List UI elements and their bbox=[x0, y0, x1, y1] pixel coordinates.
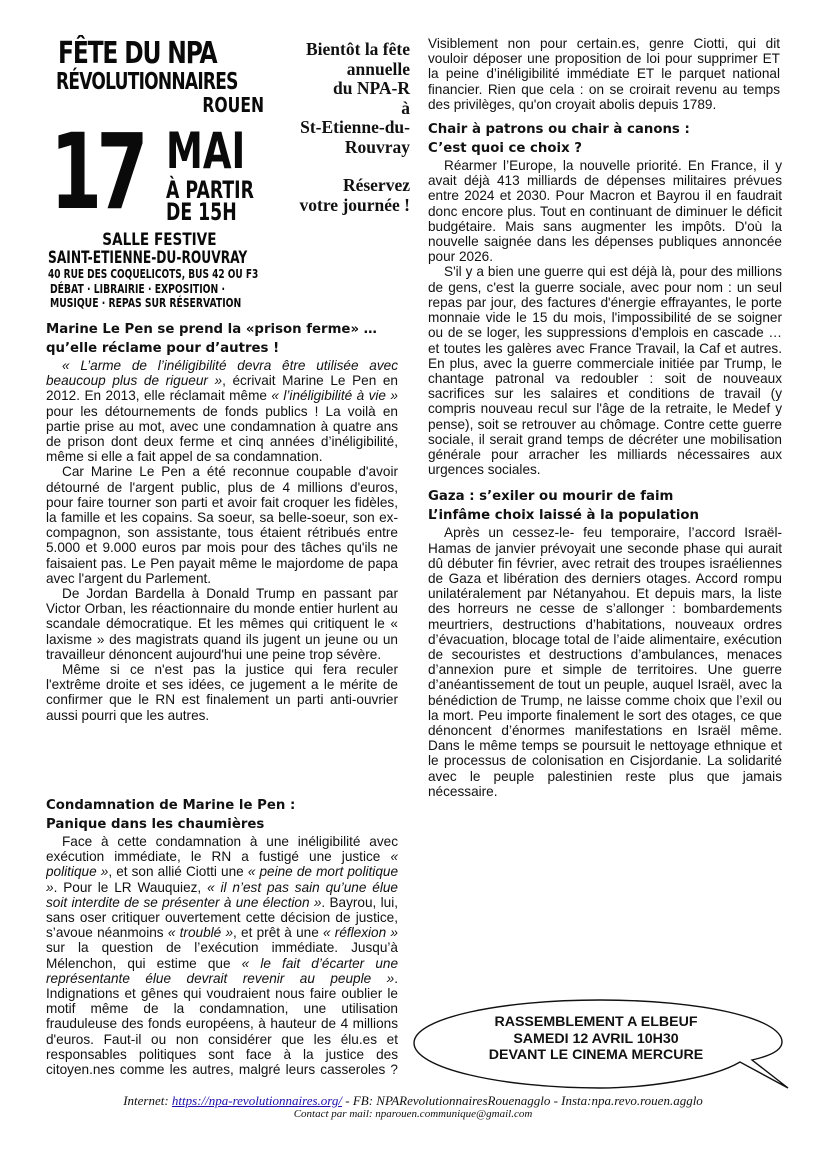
article-title-line2: Panique dans les chaumières bbox=[46, 817, 265, 832]
article-title-line2: C’est quoi ce choix ? bbox=[428, 141, 583, 157]
poster-activities-line2: MUSIQUE · REPAS SUR RÉSERVATION bbox=[50, 295, 242, 310]
quote: « troublé » bbox=[167, 925, 234, 941]
poster-day: 17 bbox=[50, 111, 143, 233]
quote: « le fait d’écarter une représentante élue devrait revenir au peuple » bbox=[46, 955, 398, 986]
article-title-line1: Gaza : s’exiler ou mourir de faim bbox=[428, 489, 674, 505]
website-link[interactable]: https://npa-revolutionnaires.org/ bbox=[171, 1093, 342, 1108]
article-title bbox=[428, 487, 782, 525]
article-paragraph bbox=[46, 358, 398, 464]
text: . Pour le LR Wauquiez, bbox=[53, 879, 208, 895]
article-title-line2: qu’elle réclame pour d’autres ! bbox=[46, 341, 280, 356]
text: . Indignations et gênes qui voudraient nous faire oublier le motif même de la condamnation, une utilisation frauduleuse des fonds européens, à hauteur de 4 millions d'euros. Faut-il ou non considérer que les élu.es et responsables politiques sont face à la justice des citoyen.nes comme les autres, malgré leurs casseroles ? bbox=[46, 970, 398, 1078]
left-column bbox=[46, 320, 398, 723]
text: , et son allié Ciotti une bbox=[108, 864, 248, 880]
announce-line: Rouvray bbox=[344, 136, 410, 157]
article-body-continued bbox=[428, 36, 780, 112]
event-poster bbox=[46, 36, 272, 310]
poster-town: SAINT-ETIENNE-DU-ROUVRAY bbox=[48, 248, 248, 268]
announce-line: à bbox=[401, 97, 410, 118]
poster-month: MAI bbox=[166, 122, 246, 180]
text: . Bayrou, lui, sans oser critiquer ouvertement cette décision de justice, s’avoue néanmoins bbox=[46, 894, 398, 941]
quote: « il n’est pas sain qu’une élue soit interdite de se présenter à une élection » bbox=[46, 879, 398, 910]
poster-time-line1: À PARTIR bbox=[166, 176, 254, 204]
announce-line: Bientôt la fête bbox=[306, 39, 410, 59]
quote: « L’arme de l’inéligibilité devra être utilisée avec beaucoup plus de rigueur » bbox=[46, 358, 398, 389]
quote: « peine de mort politique » bbox=[46, 864, 398, 895]
article-title-line1: Chair à patrons ou chair à canons : bbox=[428, 122, 690, 138]
article-title bbox=[46, 796, 398, 834]
poster-address: 40 RUE DES COQUELICOTS, BUS 42 OU F3 bbox=[48, 266, 259, 281]
quote: « l’inéligibilité à vie » bbox=[271, 388, 398, 404]
text: Face à cette condamnation à une inéligibilité avec exécution immédiate, le RN a fustigé une justice bbox=[46, 834, 398, 865]
internet-label: Internet: bbox=[123, 1093, 172, 1108]
reserve-line: Réservez bbox=[342, 175, 410, 195]
article-paragraph: Après un cessez-le- feu temporaire, l’accord Israël-Hamas de janvier prévoyait une seconde phase qui aurait dû débuter fin février, avec retrait des troupes israéliennes de Gaza et libération des derniers otages. Accord rompu unilatéralement par Nétanyahou. Et depuis mars, la liste des horreurs ne cesse de s’allonger : bombardements meurtriers, destructions d’habitations, nouveaux ordres d’évacuation, blocage total de l’aide alimentaire, exécution de secouristes et destructions d’ambulances, menaces d’annexion pure et simple de territoires. Une guerre d’anéantissement de tout un peuple, auquel Israël, avec la bénédiction de Trump, ne laisse comme choix que l’exil ou la mort. Peu importe finalement le sort des otages, ce que dénoncent d’énormes manifestations en Israël même. Dans le même temps se poursuit le nettoyage ethnique et le processus de colonisation en Cisjordanie. La solidarité avec le peuple palestinien reste plus que jamais nécessaire. bbox=[428, 525, 782, 799]
quote: « politique » bbox=[46, 849, 398, 880]
text: Visiblement non pour certain.es, genre Ciotti, qui dit vouloir déposer une proposition de loi pour supprimer ET la peine d’inéligibilité immédiate ET le parquet national financier. Rien que cela : on se croirait revenu au temps des privilèges, qu'on croyait abolis depuis 1789. bbox=[428, 36, 780, 112]
article-paragraph: S'il y a bien une guerre qui est déjà là, pour des millions de gens, c'est la guerre sociale, avec pour nom : un seul repas par jour, des factures d'énergie effrayantes, le porte monnaie vide le 15 du mois, l'impossibilité de se soigner ou de se loger, les suppressions d'emplois en cascade … et toutes les galères avec France Travail, la Caf et autres. En plus, avec la guerre commerciale initiée par Trump, le chantage patronal va redoubler : soit de nouveaux sacrifices sur les salaires et conditions de travail (y compris nouveau recul sur l'âge de la retraite, le Medef y pense), soit se retrouver au chômage. Contre cette guerre sociale, il serait grand temps de décréter une mobilisation générale pour arracher les milliards nécessaires aux urgences sociales. bbox=[428, 264, 782, 478]
article-title bbox=[428, 120, 782, 158]
poster-city: ROUEN bbox=[202, 93, 264, 117]
footer-links bbox=[0, 1093, 826, 1108]
poster-subtitle: RÉVOLUTIONNAIRES bbox=[56, 69, 238, 95]
article-paragraph: Car Marine Le Pen a été reconnue coupable d'avoir détourné de l'argent public, plus de 4 millions d'euros, pour faire tourner son parti et avoir fait croquer les fidèles, la famille et les copains. Sa soeur, sa belle-soeur, son ex-compagnon, son assistante, tous étaient rétribués entre 5.000 et 9.000 euros par mois pour des tâches qu'ils ne faisaient pas. Le Pen payait même le majordome de papa avec l'argent du Parlement. bbox=[46, 464, 398, 586]
announce-line: St-Etienne-du- bbox=[300, 117, 410, 137]
poster-venue bbox=[46, 232, 272, 249]
rally-callout bbox=[410, 996, 800, 1096]
reserve-line: votre journée ! bbox=[299, 194, 410, 215]
article-title-line1: Condamnation de Marine le Pen : bbox=[46, 798, 296, 813]
right-column bbox=[428, 120, 782, 799]
article-paragraph: Réarmer l’Europe, la nouvelle priorité. En France, il y avait déjà 413 milliards de dépenses militaires prévues entre 2024 et 2030. Pour Macron et Bayrou il en faudrait donc encore plus. Tout en continuant de diminuer le déficit budgétaire. Mais sans augmenter les impôts. D'où la nouvelle saignée dans les dépenses publiques annoncée pour 2026. bbox=[428, 158, 782, 265]
article-paragraph bbox=[428, 36, 780, 112]
poster-title: FÊTE DU NPA bbox=[58, 36, 217, 71]
article-le-pen-prison bbox=[46, 320, 398, 723]
article-paragraph: De Jordan Bardella à Donald Trump en passant par Victor Orban, les réactionnaire du monde entier hurlent au scandale démocratique. Et les mêmes qui critiquent le « laxisme » des magistrats quand ils jugent un jeune ou un travailleur dénoncent aujourd'hui une peine trop sévère. bbox=[46, 586, 398, 662]
article-paragraph bbox=[46, 834, 398, 1077]
callout-line: RASSEMBLEMENT A ELBEUF bbox=[494, 1014, 698, 1030]
callout-line: SAMEDI 12 AVRIL 10H30 bbox=[513, 1030, 679, 1047]
fete-announcement bbox=[278, 40, 410, 215]
article-title bbox=[46, 320, 398, 358]
callout-line: DEVANT LE CINEMA MERCURE bbox=[488, 1047, 704, 1063]
article-chair-a-canons bbox=[428, 120, 782, 477]
announce-line: annuelle bbox=[346, 58, 410, 79]
footer bbox=[0, 1093, 826, 1121]
announce-line: du NPA-R bbox=[333, 78, 410, 98]
article-gaza bbox=[428, 487, 782, 799]
contact-email: Contact par mail: nparouen.communique@gmail.com bbox=[293, 1108, 533, 1120]
social-handles: - FB: NPARevolutionnairesRouenagglo - Insta:npa.revo.rouen.agglo bbox=[342, 1093, 703, 1108]
article-condamnation-continued bbox=[428, 36, 780, 115]
callout-text bbox=[456, 1014, 736, 1064]
poster-time-line2: DE 15H bbox=[166, 198, 237, 226]
poster-venue-text: SALLE FESTIVE bbox=[101, 230, 217, 250]
article-condamnation bbox=[46, 796, 398, 1077]
poster-activities-line1: DÉBAT · LIBRAIRIE · EXPOSITION · bbox=[50, 281, 225, 296]
article-paragraph: Même si ce n'est pas la justice qui fera reculer l'extrême droite et ses idées, ce jugement a le mérite de confirmer que le RN est finalement un parti anti-ouvrier aussi pourri que les autres. bbox=[46, 662, 398, 723]
article-body bbox=[46, 796, 398, 1077]
article-title-line1: Marine Le Pen se prend la «prison ferme» … bbox=[46, 322, 377, 337]
quote: « réflexion » bbox=[323, 925, 398, 941]
article-title-line2: L’infâme choix laissé à la population bbox=[428, 508, 700, 524]
text: sur la question de l’exécution immédiate. Jusqu’à Mélenchon, qui estime que bbox=[46, 940, 398, 971]
text: , et prêt à une bbox=[233, 925, 323, 941]
text: pour les détournements de fonds publics ! La voilà en partie prise au mot, avec une condamnation à quatre ans de prison dont deux ferme et cinq années d’inéligibilité, même si elle a fait appel de sa condamnation. bbox=[46, 403, 398, 465]
text: , écrivait Marine Le Pen en 2012. En 2013, elle réclamait même bbox=[46, 373, 398, 404]
